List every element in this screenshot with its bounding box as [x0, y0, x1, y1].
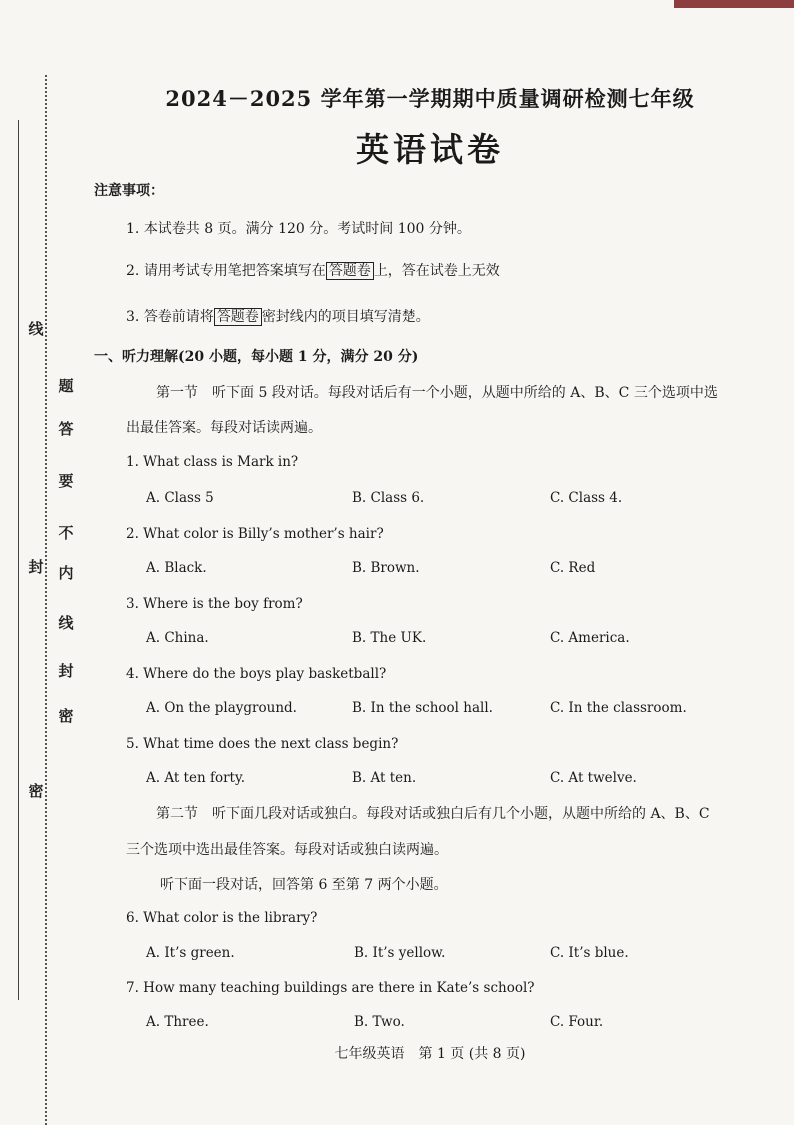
exam-title: 2024－2025 学年第一学期期中质量调研检测七年级	[165, 86, 695, 111]
subject-title: 英语试卷	[356, 130, 504, 169]
q5-option-a: A. At ten forty.	[146, 770, 246, 786]
exam-page	[90, 0, 770, 1124]
q3-option-b: B. The UK.	[352, 630, 427, 646]
notes-heading: 注意事项：	[94, 183, 164, 199]
part2-instruction-line2: 三个选项中选出最佳答案。每段对话或独白读两遍。	[126, 842, 448, 858]
warning-char-1: 题	[58, 377, 74, 395]
warning-char-8: 密	[58, 707, 74, 725]
q6-option-b: B. It’s yellow.	[354, 945, 446, 961]
question-7: 7. How many teaching buildings are there in Kate’s school?	[126, 980, 535, 996]
q4-option-b: B. In the school hall.	[352, 700, 493, 716]
question-2: 2. What color is Billy’s mother’s hair?	[126, 526, 384, 542]
note-number: 1.	[126, 221, 140, 237]
note-1	[126, 218, 471, 238]
question-1: 1. What class is Mark in?	[126, 454, 299, 470]
part1-instruction-line2: 出最佳答案。每段对话读两遍。	[126, 420, 322, 436]
binding-margin	[0, 0, 74, 1124]
note-number: 3.	[126, 309, 140, 325]
note-text: 上，答在试卷上无效	[373, 263, 500, 279]
q7-option-b: B. Two.	[354, 1014, 405, 1030]
warning-char-6: 线	[58, 614, 74, 632]
answer-sheet-box: 答题卷	[326, 262, 374, 280]
q1-option-a: A. Class 5	[146, 490, 214, 506]
note-text: 本试卷共 8 页。满分 120 分。考试时间 100 分钟。	[143, 221, 471, 237]
q5-option-c: C. At twelve.	[550, 770, 637, 786]
q7-option-c: C. Four.	[550, 1014, 604, 1030]
question-3: 3. Where is the boy from?	[126, 596, 303, 612]
warning-char-7: 封	[58, 662, 74, 680]
note-text: 请用考试专用笔把答案填写在	[143, 263, 326, 279]
q6-option-c: C. It’s blue.	[550, 945, 629, 961]
cut-line-dotted	[45, 75, 47, 1125]
q7-option-a: A. Three.	[146, 1014, 209, 1030]
q3-option-c: C. America.	[550, 630, 630, 646]
q1-option-b: B. Class 6.	[352, 490, 425, 506]
note-text: 密封线内的项目填写清楚。	[261, 309, 430, 325]
q2-option-a: A. Black.	[146, 560, 207, 576]
q2-option-b: B. Brown.	[352, 560, 420, 576]
q6-option-a: A. It’s green.	[146, 945, 235, 961]
part2-dialogue-instruction: 听下面一段对话，回答第 6 至第 7 两个小题。	[160, 877, 448, 893]
q5-option-b: B. At ten.	[352, 770, 417, 786]
warning-char-2: 答	[58, 420, 74, 438]
question-5: 5. What time does the next class begin?	[126, 736, 399, 752]
note-number: 2.	[126, 263, 140, 279]
note-text: 答卷前请将	[143, 309, 214, 325]
q3-option-a: A. China.	[146, 630, 209, 646]
seal-char-mi: 密	[28, 782, 44, 800]
warning-char-4: 不	[58, 524, 74, 542]
seal-char-xian: 线	[28, 320, 44, 338]
q4-option-c: C. In the classroom.	[550, 700, 687, 716]
question-4: 4. Where do the boys play basketball?	[126, 666, 387, 682]
warning-char-5: 内	[58, 564, 74, 582]
page-footer: 七年级英语 第 1 页 (共 8 页)	[334, 1046, 526, 1062]
part2-instruction-line1: 第二节 听下面几段对话或独白。每段对话或独白后有几个小题，从题中所给的 A、B、C	[156, 806, 710, 822]
part1-instruction-line1: 第一节 听下面 5 段对话。每段对话后有一个小题，从题中所给的 A、B、C 三个选项中选	[156, 385, 718, 401]
answer-sheet-box: 答题卷	[214, 308, 262, 326]
q1-option-c: C. Class 4.	[550, 490, 623, 506]
note-2	[126, 260, 500, 280]
question-6: 6. What color is the library?	[126, 910, 318, 926]
binding-line-solid	[18, 120, 19, 1000]
note-3	[126, 306, 430, 326]
section-heading-listening: 一、听力理解(20 小题，每小题 1 分，满分 20 分)	[94, 349, 419, 365]
q2-option-c: C. Red	[550, 560, 596, 576]
seal-char-feng: 封	[28, 558, 44, 576]
q4-option-a: A. On the playground.	[146, 700, 297, 716]
warning-char-3: 要	[58, 472, 74, 490]
